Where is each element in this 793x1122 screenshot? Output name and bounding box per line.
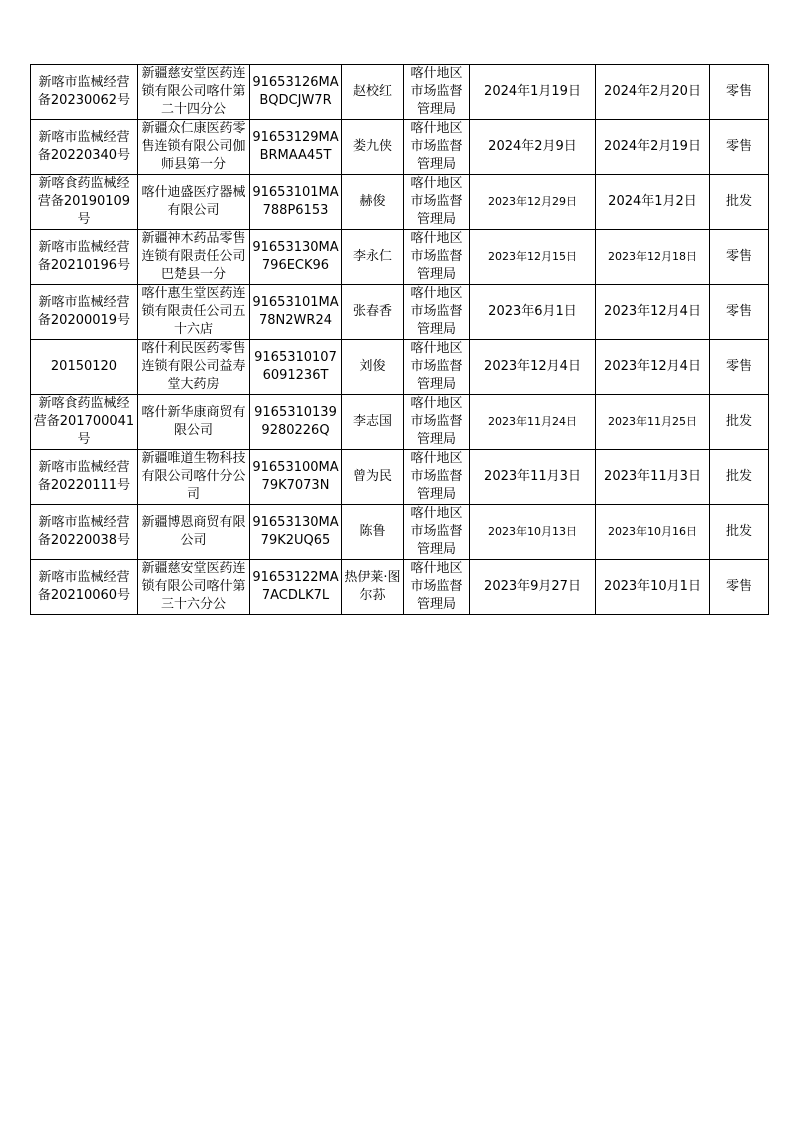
date-second-cell <box>596 505 710 560</box>
authority-text: 喀什地区市场监督管理局 <box>410 121 463 172</box>
business-mode-text: 零售 <box>725 359 752 374</box>
date-first-text: 2023年10月13日 <box>488 525 577 538</box>
date-first-text: 2023年12月29日 <box>488 195 577 208</box>
business-mode-cell <box>710 395 769 450</box>
record-number-text: 新喀市监械经营备20220340号 <box>37 130 131 163</box>
table-row <box>31 175 769 230</box>
date-second-text: 2023年12月18日 <box>608 250 697 263</box>
business-mode-cell <box>710 560 769 615</box>
authority-cell <box>404 120 470 175</box>
person-name-text: 热伊莱·图尔荪 <box>344 570 401 603</box>
authority-text: 喀什地区市场监督管理局 <box>410 286 463 337</box>
date-first-text: 2024年1月19日 <box>484 84 581 99</box>
company-name-cell <box>138 450 250 505</box>
authority-text: 喀什地区市场监督管理局 <box>410 561 463 612</box>
credit-code-text: 91653130MA796ECK96 <box>252 240 339 273</box>
credit-code-text: 91653126MABQDCJW7R <box>252 75 339 108</box>
authority-cell <box>404 230 470 285</box>
date-first-cell <box>470 285 596 340</box>
record-number-cell <box>31 340 138 395</box>
business-mode-cell <box>710 505 769 560</box>
credit-code-text: 91653101076091236T <box>254 350 337 383</box>
date-first-cell <box>470 340 596 395</box>
business-mode-text: 批发 <box>725 469 752 484</box>
business-mode-cell <box>710 340 769 395</box>
date-second-text: 2023年11月3日 <box>604 469 701 484</box>
credit-code-cell <box>250 395 342 450</box>
date-first-cell <box>470 175 596 230</box>
business-mode-text: 零售 <box>725 139 752 154</box>
record-number-text: 新喀市监械经营备20230062号 <box>37 75 131 108</box>
date-second-text: 2023年11月25日 <box>608 415 697 428</box>
record-number-cell <box>31 560 138 615</box>
business-mode-cell <box>710 120 769 175</box>
record-number-cell <box>31 450 138 505</box>
business-mode-cell <box>710 175 769 230</box>
authority-cell <box>404 560 470 615</box>
date-first-cell <box>470 120 596 175</box>
company-name-cell <box>138 285 250 340</box>
company-name-text: 喀什新华康商贸有限公司 <box>141 405 246 438</box>
date-first-cell <box>470 560 596 615</box>
date-first-text: 2023年12月15日 <box>488 250 577 263</box>
company-name-cell <box>138 175 250 230</box>
date-second-cell <box>596 65 710 120</box>
date-second-cell <box>596 340 710 395</box>
record-number-text: 新喀市监械经营备20220111号 <box>37 460 131 493</box>
date-second-text: 2023年10月16日 <box>608 525 697 538</box>
date-first-text: 2023年11月3日 <box>484 469 581 484</box>
record-number-cell <box>31 505 138 560</box>
date-second-cell <box>596 450 710 505</box>
date-first-cell <box>470 450 596 505</box>
authority-text: 喀什地区市场监督管理局 <box>410 66 463 117</box>
date-second-cell <box>596 230 710 285</box>
company-name-cell <box>138 340 250 395</box>
person-name-text: 曾为民 <box>352 469 392 484</box>
company-name-text: 新疆众仁康医药零售连锁有限公司伽师县第一分 <box>141 121 246 172</box>
person-name-text: 赵校红 <box>352 84 392 99</box>
company-name-text: 喀什利民医药零售连锁有限公司益寿堂大药房 <box>141 341 246 392</box>
credit-code-text: 91653100MA79K7073N <box>252 460 339 493</box>
date-second-text: 2024年2月19日 <box>604 139 701 154</box>
person-name-text: 陈鲁 <box>359 524 386 539</box>
record-number-text: 新喀市监械经营备20210060号 <box>37 570 131 603</box>
person-name-text: 李志国 <box>352 414 392 429</box>
table-row <box>31 65 769 120</box>
credit-code-cell <box>250 505 342 560</box>
date-second-cell <box>596 285 710 340</box>
date-second-text: 2024年1月2日 <box>608 194 697 209</box>
business-mode-text: 批发 <box>725 414 752 429</box>
date-second-cell <box>596 395 710 450</box>
record-number-cell <box>31 395 138 450</box>
date-first-text: 2024年2月9日 <box>488 139 577 154</box>
date-second-cell <box>596 560 710 615</box>
date-first-cell <box>470 395 596 450</box>
record-number-cell <box>31 175 138 230</box>
company-name-text: 喀什迪盛医疗器械有限公司 <box>141 185 246 218</box>
record-number-cell <box>31 230 138 285</box>
record-number-cell <box>31 285 138 340</box>
business-mode-cell <box>710 285 769 340</box>
credit-code-cell <box>250 120 342 175</box>
authority-cell <box>404 285 470 340</box>
authority-text: 喀什地区市场监督管理局 <box>410 451 463 502</box>
registry-table-body <box>31 65 769 615</box>
record-number-text: 新喀市监械经营备20210196号 <box>37 240 131 273</box>
authority-text: 喀什地区市场监督管理局 <box>410 341 463 392</box>
credit-code-text: 91653122MA7ACDLK7L <box>252 570 339 603</box>
company-name-cell <box>138 395 250 450</box>
table-row <box>31 505 769 560</box>
authority-cell <box>404 65 470 120</box>
person-name-cell <box>342 450 404 505</box>
person-name-cell <box>342 395 404 450</box>
business-mode-cell <box>710 230 769 285</box>
credit-code-cell <box>250 450 342 505</box>
date-first-text: 2023年12月4日 <box>484 359 581 374</box>
table-row <box>31 230 769 285</box>
record-number-text: 新喀市监械经营备20200019号 <box>37 295 131 328</box>
company-name-cell <box>138 65 250 120</box>
authority-cell <box>404 395 470 450</box>
credit-code-cell <box>250 230 342 285</box>
credit-code-cell <box>250 285 342 340</box>
date-first-cell <box>470 505 596 560</box>
person-name-text: 赫俊 <box>359 194 386 209</box>
date-second-text: 2023年12月4日 <box>604 304 701 319</box>
table-row <box>31 560 769 615</box>
record-number-text: 新喀食药监械经营备201700041号 <box>33 396 135 447</box>
authority-text: 喀什地区市场监督管理局 <box>410 231 463 282</box>
business-mode-cell <box>710 450 769 505</box>
company-name-cell <box>138 505 250 560</box>
person-name-cell <box>342 175 404 230</box>
person-name-cell <box>342 120 404 175</box>
credit-code-cell <box>250 560 342 615</box>
date-second-text: 2024年2月20日 <box>604 84 701 99</box>
credit-code-text: 91653101399280226Q <box>254 405 337 438</box>
record-number-text: 新喀食药监械经营备20190109号 <box>37 176 131 227</box>
table-row <box>31 450 769 505</box>
date-first-text: 2023年9月27日 <box>484 579 581 594</box>
person-name-cell <box>342 230 404 285</box>
authority-text: 喀什地区市场监督管理局 <box>410 176 463 227</box>
company-name-text: 新疆博恩商贸有限公司 <box>141 515 246 548</box>
credit-code-cell <box>250 65 342 120</box>
business-mode-text: 零售 <box>725 84 752 99</box>
business-mode-text: 零售 <box>725 304 752 319</box>
person-name-cell <box>342 285 404 340</box>
credit-code-cell <box>250 175 342 230</box>
company-name-cell <box>138 120 250 175</box>
person-name-text: 娄九侠 <box>352 139 392 154</box>
person-name-cell <box>342 505 404 560</box>
date-second-text: 2023年12月4日 <box>604 359 701 374</box>
business-mode-text: 零售 <box>725 579 752 594</box>
record-number-cell <box>31 120 138 175</box>
authority-cell <box>404 340 470 395</box>
record-number-text: 新喀市监械经营备20220038号 <box>37 515 131 548</box>
table-row <box>31 395 769 450</box>
person-name-text: 李永仁 <box>352 249 392 264</box>
date-second-cell <box>596 120 710 175</box>
date-first-text: 2023年6月1日 <box>488 304 577 319</box>
credit-code-text: 91653101MA788P6153 <box>252 185 339 218</box>
company-name-text: 喀什惠生堂医药连锁有限责任公司五十六店 <box>141 286 246 337</box>
company-name-text: 新疆慈安堂医药连锁有限公司喀什第二十四分公 <box>141 66 246 117</box>
credit-code-text: 91653101MA78N2WR24 <box>252 295 339 328</box>
date-second-text: 2023年10月1日 <box>604 579 701 594</box>
company-name-cell <box>138 560 250 615</box>
business-mode-text: 批发 <box>725 524 752 539</box>
authority-text: 喀什地区市场监督管理局 <box>410 396 463 447</box>
person-name-cell <box>342 340 404 395</box>
date-first-cell <box>470 65 596 120</box>
table-row <box>31 340 769 395</box>
record-number-cell <box>31 65 138 120</box>
company-name-text: 新疆神木药品零售连锁有限责任公司巴楚县一分 <box>141 231 246 282</box>
table-row <box>31 285 769 340</box>
date-first-text: 2023年11月24日 <box>488 415 577 428</box>
company-name-text: 新疆慈安堂医药连锁有限公司喀什第三十六分公 <box>141 561 246 612</box>
person-name-cell <box>342 65 404 120</box>
person-name-text: 张春香 <box>352 304 392 319</box>
business-mode-cell <box>710 65 769 120</box>
authority-cell <box>404 505 470 560</box>
company-name-text: 新疆唯道生物科技有限公司喀什分公司 <box>141 451 246 502</box>
business-mode-text: 零售 <box>725 249 752 264</box>
date-second-cell <box>596 175 710 230</box>
person-name-cell <box>342 560 404 615</box>
company-name-cell <box>138 230 250 285</box>
record-number-text: 20150120 <box>50 359 118 374</box>
credit-code-text: 91653129MABRMAA45T <box>252 130 339 163</box>
authority-cell <box>404 450 470 505</box>
table-row <box>31 120 769 175</box>
registry-table <box>30 64 769 615</box>
authority-cell <box>404 175 470 230</box>
business-mode-text: 批发 <box>725 194 752 209</box>
person-name-text: 刘俊 <box>359 359 386 374</box>
credit-code-cell <box>250 340 342 395</box>
date-first-cell <box>470 230 596 285</box>
authority-text: 喀什地区市场监督管理局 <box>410 506 463 557</box>
credit-code-text: 91653130MA79K2UQ65 <box>252 515 339 548</box>
